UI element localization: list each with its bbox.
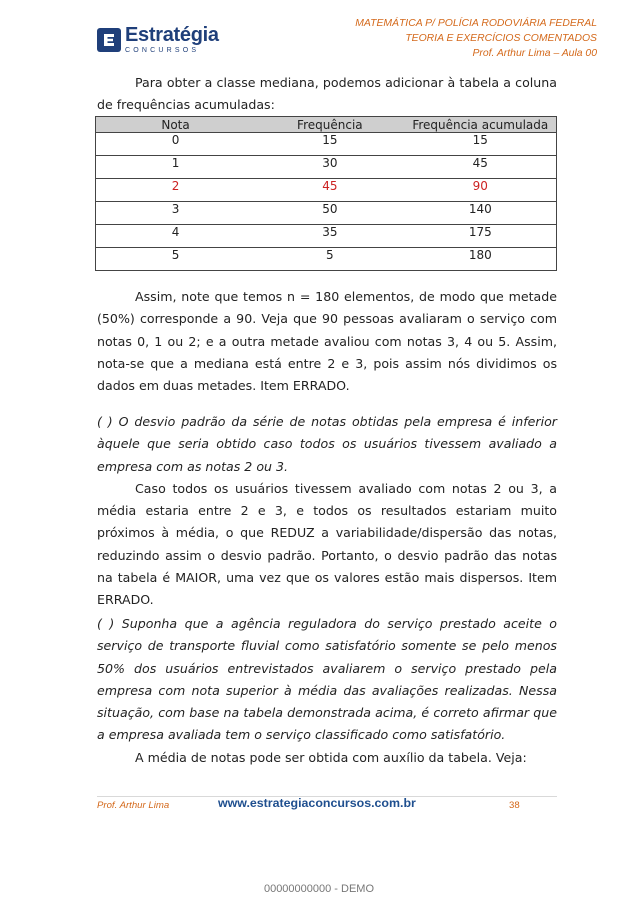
cell-acumulada: 180 (405, 248, 557, 271)
header-course: MATEMÁTICA P/ POLÍCIA RODOVIÁRIA FEDERAL (355, 18, 597, 29)
cell-acumulada: 90 (405, 179, 557, 202)
cell-acumulada: 175 (405, 225, 557, 248)
table-row (96, 225, 557, 248)
cell-acumulada: 140 (405, 202, 557, 225)
agency-item-statement: ( ) Suponha que a agência reguladora do serviço prestado aceite o serviço de transporte fluvial como satisfatório somente se pelo menos 50% dos usuários entrevistados avaliarem o serviço prestado pela empresa com nota superior à média das avaliações realizadas. Nessa situação, com base na tabela demonstrada acima, é correto afirmar que a empresa avaliada tem o serviço classificado como satisfatório. (97, 616, 557, 743)
cell-frequencia: 30 (255, 156, 404, 179)
median-block (97, 286, 557, 397)
logo-subtitle: CONCURSOS (125, 47, 200, 54)
table-header-row (96, 117, 557, 133)
table-row (96, 133, 557, 156)
col-header-nota: Nota (96, 117, 256, 133)
std-item-block (97, 411, 557, 612)
logo-name: Estratégia (125, 24, 219, 46)
cell-frequencia: 5 (255, 248, 404, 271)
median-paragraph: Assim, note que temos n = 180 elementos, de modo que metade (50%) corresponde a 90. Veja que 90 pessoas avaliaram o serviço com notas 0, 1 ou 2; e a outra metade avaliou com notas 3, 4 ou 5. Assim, nota-se que a mediana está entre 2 e 3, pois assim nós dividimos os dados em duas metades. Item ERRADO. (97, 289, 557, 394)
cell-frequencia: 35 (255, 225, 404, 248)
demo-watermark: 00000000000 - DEMO (263, 883, 375, 895)
cell-nota: 4 (96, 225, 256, 248)
footer-author: Prof. Arthur Lima (97, 800, 170, 811)
col-header-acumulada: Frequência acumulada (405, 117, 557, 133)
col-header-frequencia: Frequência (255, 117, 404, 133)
footer-url-link[interactable]: www.estrategiaconcursos.com.br (218, 796, 416, 810)
cell-nota: 0 (96, 133, 256, 156)
table-row (96, 156, 557, 179)
frequency-table (95, 116, 557, 271)
cell-acumulada: 45 (405, 156, 557, 179)
mean-paragraph: A média de notas pode ser obtida com auxílio da tabela. Veja: (135, 749, 527, 765)
cell-frequencia: 45 (255, 179, 404, 202)
brand-logo (97, 25, 219, 54)
logo-e-icon (97, 28, 121, 52)
intro-block (97, 72, 557, 117)
page-number: 38 (509, 800, 520, 811)
cell-nota: 1 (96, 156, 256, 179)
std-item-statement: ( ) O desvio padrão da série de notas obtidas pela empresa é inferior àquele que seria obtido caso todos os usuários tivessem avaliado a empresa com as notas 2 ou 3. (97, 414, 557, 474)
cell-frequencia: 50 (255, 202, 404, 225)
cell-acumulada: 15 (405, 133, 557, 156)
cell-nota: 3 (96, 202, 256, 225)
header-lesson: Prof. Arthur Lima – Aula 00 (472, 48, 597, 59)
cell-nota: 5 (96, 248, 256, 271)
table-row (96, 248, 557, 271)
std-explanation: Caso todos os usuários tivessem avaliado com notas 2 ou 3, a média estaria entre 2 e 3, e todos os resultados estariam muito próximos à média, o que REDUZ a variabilidade/dispersão das notas, reduzindo assim o desvio padrão. Portanto, o desvio padrão das notas na tabela é MAIOR, uma vez que os valores estão mais dispersos. Item ERRADO. (97, 480, 557, 608)
table-row (96, 202, 557, 225)
cell-frequencia: 15 (255, 133, 404, 156)
cell-nota: 2 (96, 179, 256, 202)
intro-paragraph: Para obter a classe mediana, podemos adicionar à tabela a coluna de frequências acumuladas: (97, 75, 557, 113)
header-subtitle: TEORIA E EXERCÍCIOS COMENTADOS (405, 33, 597, 44)
table-row-highlighted (96, 179, 557, 202)
agency-item-block (97, 613, 557, 769)
page-header (355, 16, 597, 61)
